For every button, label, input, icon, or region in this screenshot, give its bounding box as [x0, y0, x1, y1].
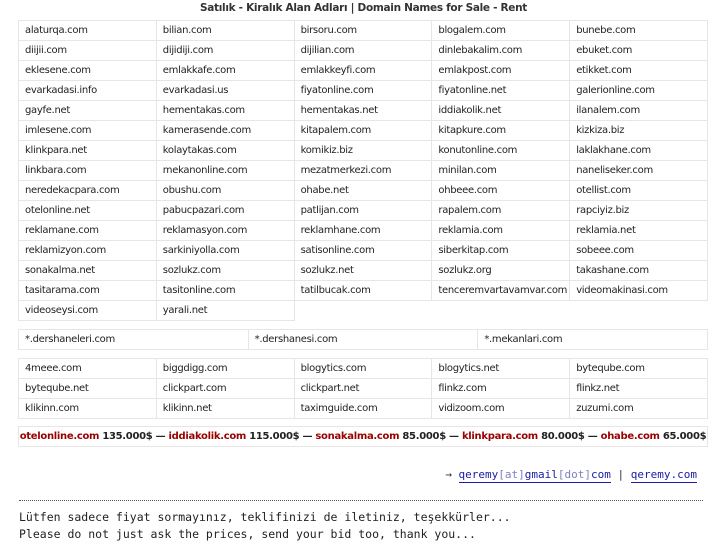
domain-cell[interactable]: konutonline.com: [432, 141, 570, 161]
domain-cell[interactable]: galerionline.com: [570, 81, 708, 101]
domain-cell[interactable]: obushu.com: [156, 181, 294, 201]
domain-cell[interactable]: reklamizyon.com: [19, 241, 157, 261]
domain-cell[interactable]: taximguide.com: [294, 399, 432, 419]
domain-cell[interactable]: naneliseker.com: [570, 161, 708, 181]
domain-cell[interactable]: sozlukz.org: [432, 261, 570, 281]
price-separator: —: [584, 431, 601, 442]
table-row: [19, 359, 708, 379]
table-row: [19, 101, 708, 121]
domain-cell[interactable]: kitapkure.com: [432, 121, 570, 141]
table-row: [19, 181, 708, 201]
domain-cell[interactable]: tatilbucak.com: [294, 281, 432, 301]
domain-cell[interactable]: zuzumi.com: [570, 399, 708, 419]
main-domain-table: [18, 20, 708, 321]
domain-cell[interactable]: emlakpost.com: [432, 61, 570, 81]
domain-cell[interactable]: evarkadasi.info: [19, 81, 157, 101]
table-row: [19, 81, 708, 101]
domain-cell[interactable]: klikinn.com: [19, 399, 157, 419]
table-row: [19, 141, 708, 161]
domain-cell[interactable]: evarkadasi.us: [156, 81, 294, 101]
table-row: [19, 379, 708, 399]
domain-cell[interactable]: flinkz.com: [432, 379, 570, 399]
domain-cell[interactable]: klikinn.net: [156, 399, 294, 419]
featured-price: 115.000$: [246, 431, 300, 442]
domain-cell[interactable]: reklamhane.com: [294, 221, 432, 241]
domain-cell[interactable]: flinkz.net: [570, 379, 708, 399]
domain-cell[interactable]: videoseysi.com: [19, 301, 157, 321]
domain-cell[interactable]: sonakalma.net: [19, 261, 157, 281]
table-row: [19, 161, 708, 181]
domain-cell[interactable]: tasitonline.com: [156, 281, 294, 301]
domain-cell[interactable]: tenceremvartavamvar.com: [432, 281, 570, 301]
domain-cell[interactable]: emlakkafe.com: [156, 61, 294, 81]
domain-cell[interactable]: hementakas.com: [156, 101, 294, 121]
domain-cell[interactable]: ilanalem.com: [570, 101, 708, 121]
domain-cell[interactable]: kitapalem.com: [294, 121, 432, 141]
domain-cell[interactable]: satisonline.com: [294, 241, 432, 261]
domain-cell[interactable]: alaturqa.com: [19, 21, 157, 41]
domain-cell[interactable]: ohabe.net: [294, 181, 432, 201]
domain-cell[interactable]: takashane.com: [570, 261, 708, 281]
arrow-icon: →: [445, 468, 452, 481]
domain-cell[interactable]: reklamasyon.com: [156, 221, 294, 241]
featured-price: 65.000$: [659, 431, 707, 442]
domain-cell[interactable]: sozlukz.net: [294, 261, 432, 281]
featured-prices-bar: [18, 426, 708, 447]
email-link[interactable]: qeremy[at]gmail[dot]com: [458, 468, 611, 481]
domain-cell[interactable]: eklesene.com: [19, 61, 157, 81]
domain-cell[interactable]: ohbeee.com: [432, 181, 570, 201]
domain-cell[interactable]: hementakas.net: [294, 101, 432, 121]
domain-cell[interactable]: diijii.com: [19, 41, 157, 61]
domain-cell[interactable]: blogytics.com: [294, 359, 432, 379]
featured-domain[interactable]: sonakalma.com: [315, 431, 400, 442]
domain-cell[interactable]: rapalem.com: [432, 201, 570, 221]
domain-cell[interactable]: vidizoom.com: [432, 399, 570, 419]
domain-cell[interactable]: blogalem.com: [432, 21, 570, 41]
note-turkish: Lütfen sadece fiyat sormayınız, teklifinizi de iletiniz, teşekkürler...: [19, 510, 511, 524]
domain-cell[interactable]: yarali.net: [156, 301, 294, 321]
domain-cell[interactable]: klinkpara.net: [19, 141, 157, 161]
domain-cell[interactable]: linkbara.com: [19, 161, 157, 181]
domain-cell[interactable]: pabucpazari.com: [156, 201, 294, 221]
table-row: [19, 281, 708, 301]
domain-cell[interactable]: rapciyiz.biz: [570, 201, 708, 221]
domain-cell[interactable]: fiyatonline.com: [294, 81, 432, 101]
page-title: Satılık - Kiralık Alan Adları | Domain Names for Sale - Rent: [199, 2, 528, 14]
domain-cell[interactable]: sobeee.com: [570, 241, 708, 261]
featured-domain[interactable]: iddiakolik.com: [168, 431, 247, 442]
domain-cell[interactable]: etikket.com: [570, 61, 708, 81]
domain-cell[interactable]: reklamane.com: [19, 221, 157, 241]
table-row: [19, 330, 708, 350]
domain-cell[interactable]: fiyatonline.net: [432, 81, 570, 101]
domain-cell[interactable]: clickpart.net: [294, 379, 432, 399]
domain-cell[interactable]: byteqube.net: [19, 379, 157, 399]
empty-cell: [432, 301, 570, 321]
wildcard-domain-cell[interactable]: *.dershaneleri.com: [19, 330, 249, 350]
domain-cell[interactable]: dijidiji.com: [156, 41, 294, 61]
domain-cell[interactable]: blogytics.net: [432, 359, 570, 379]
featured-domain[interactable]: klinkpara.com: [461, 431, 538, 442]
domain-cell[interactable]: mekanonline.com: [156, 161, 294, 181]
table-row: [19, 201, 708, 221]
domain-cell[interactable]: birsoru.com: [294, 21, 432, 41]
domain-cell[interactable]: siberkitap.com: [432, 241, 570, 261]
price-separator: —: [152, 431, 169, 442]
extra-domain-table: [18, 358, 708, 419]
domain-cell[interactable]: reklamia.net: [570, 221, 708, 241]
domain-cell[interactable]: emlakkeyfi.com: [294, 61, 432, 81]
domain-cell[interactable]: laklakhane.com: [570, 141, 708, 161]
contact-separator: |: [617, 468, 625, 481]
table-row: [19, 241, 708, 261]
domain-cell[interactable]: kamerasende.com: [156, 121, 294, 141]
table-row: [19, 61, 708, 81]
empty-cell: [570, 301, 708, 321]
domain-cell[interactable]: sarkiniyolla.com: [156, 241, 294, 261]
site-link[interactable]: qeremy.com: [630, 468, 697, 481]
price-separator: —: [445, 431, 462, 442]
price-separator: —: [299, 431, 316, 442]
table-row: [19, 301, 708, 321]
domain-cell[interactable]: gayfe.net: [19, 101, 157, 121]
featured-price: 85.000$: [399, 431, 446, 442]
wildcard-domain-cell[interactable]: *.dershanesi.com: [248, 330, 478, 350]
domain-cell[interactable]: sozlukz.com: [156, 261, 294, 281]
domain-cell[interactable]: ebuket.com: [570, 41, 708, 61]
domain-cell[interactable]: patlijan.com: [294, 201, 432, 221]
featured-price: 80.000$: [537, 431, 585, 442]
table-row: [19, 261, 708, 281]
domain-cell[interactable]: kizkiza.biz: [570, 121, 708, 141]
domain-cell[interactable]: komikiz.biz: [294, 141, 432, 161]
domain-cell[interactable]: tasitarama.com: [19, 281, 157, 301]
domain-cell[interactable]: videomakinasi.com: [570, 281, 708, 301]
domain-cell[interactable]: reklamia.com: [432, 221, 570, 241]
table-row: [19, 221, 708, 241]
table-row: [19, 399, 708, 419]
domain-cell[interactable]: kolaytakas.com: [156, 141, 294, 161]
domain-cell[interactable]: biggdigg.com: [156, 359, 294, 379]
domain-cell[interactable]: mezatmerkezi.com: [294, 161, 432, 181]
note-english: Please do not just ask the prices, send your bid too, thank you...: [19, 527, 476, 541]
dotted-divider: [19, 500, 703, 501]
contact-line: [445, 468, 697, 481]
domain-cell[interactable]: clickpart.com: [156, 379, 294, 399]
wildcard-domain-table: [18, 329, 708, 350]
domain-cell[interactable]: 4meee.com: [19, 359, 157, 379]
table-row: [19, 41, 708, 61]
domain-cell[interactable]: bunebe.com: [570, 21, 708, 41]
domain-cell[interactable]: otellist.com: [570, 181, 708, 201]
domain-cell[interactable]: byteqube.com: [570, 359, 708, 379]
domain-cell[interactable]: iddiakolik.net: [432, 101, 570, 121]
domain-cell[interactable]: bilian.com: [156, 21, 294, 41]
domain-cell[interactable]: dinlebakalim.com: [432, 41, 570, 61]
domain-cell[interactable]: otelonline.net: [19, 201, 157, 221]
domain-cell[interactable]: imlesene.com: [19, 121, 157, 141]
wildcard-domain-cell[interactable]: *.mekanlari.com: [478, 330, 708, 350]
table-row: [19, 21, 708, 41]
domain-cell[interactable]: dijilian.com: [294, 41, 432, 61]
empty-cell: [294, 301, 432, 321]
table-row: [19, 121, 708, 141]
domain-cell[interactable]: neredekacpara.com: [19, 181, 157, 201]
domain-cell[interactable]: minilan.com: [432, 161, 570, 181]
featured-price: 135.000$: [99, 431, 153, 442]
featured-domain[interactable]: otelonline.com: [19, 431, 100, 442]
featured-domain[interactable]: ohabe.com: [600, 431, 660, 442]
